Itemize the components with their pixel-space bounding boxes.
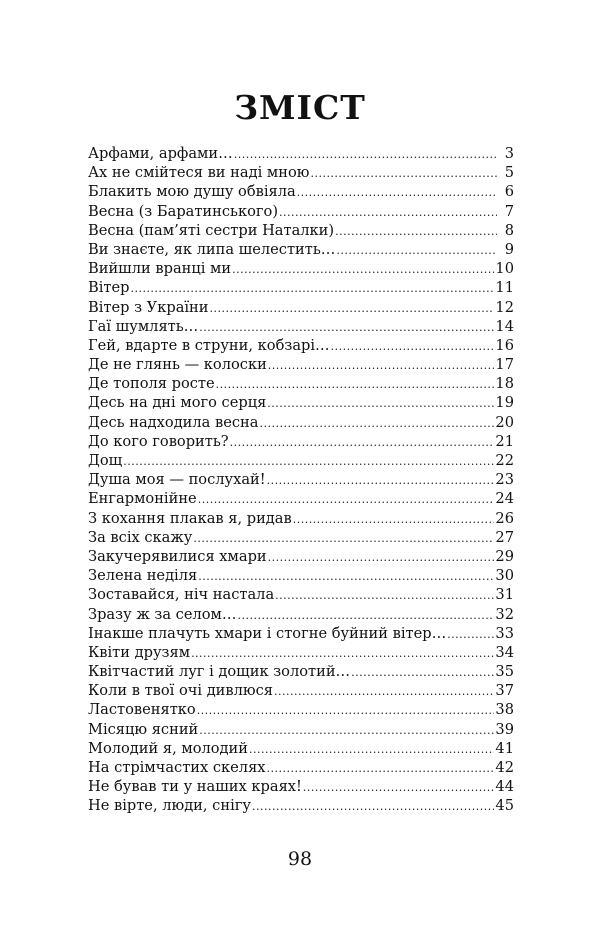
toc-entry xyxy=(88,298,514,317)
toc-entry xyxy=(88,374,514,393)
toc-entry-title: Арфами, арфами… xyxy=(88,145,233,162)
page-number: 98 xyxy=(287,848,313,870)
toc-entry-page: 38 xyxy=(495,701,514,719)
dot-leader xyxy=(199,721,494,740)
toc-entry-title: На стрімчастих скелях xyxy=(88,759,266,776)
dot-leader xyxy=(447,625,494,644)
toc-entry-title: З кохання плакав я, ридав xyxy=(88,509,292,527)
toc-entry-page: 11 xyxy=(495,279,514,297)
toc-entry-title: Вийшли вранці ми xyxy=(88,260,232,278)
dot-leader xyxy=(297,183,497,202)
toc-entry-page: 45 xyxy=(495,797,514,815)
toc-entry-title: Десь надходила весна xyxy=(88,413,259,431)
toc-entry xyxy=(88,489,514,508)
toc-entry-title: Ви знаєте, як липа шелестить… xyxy=(88,240,336,258)
dot-leader xyxy=(234,145,497,164)
toc-entry-title: Де тополя росте xyxy=(88,375,215,393)
toc-entry-page: 35 xyxy=(495,663,514,681)
toc-entry-page: 18 xyxy=(495,375,514,393)
toc-entry-page: 16 xyxy=(495,336,514,354)
dot-leader xyxy=(267,759,495,778)
toc-entry xyxy=(88,336,514,355)
toc-entry xyxy=(88,796,514,815)
toc-entry xyxy=(88,624,514,643)
toc-entry xyxy=(88,278,514,297)
dot-leader xyxy=(335,222,497,241)
toc-entry xyxy=(88,144,514,163)
dot-leader xyxy=(230,433,495,452)
toc-entry xyxy=(88,182,514,201)
toc-entry-page: 24 xyxy=(495,490,514,508)
dot-leader xyxy=(275,586,494,605)
dot-leader xyxy=(193,529,494,548)
toc-entry xyxy=(88,432,514,451)
toc-entry-title: Квітчастий луг і дощик золотий… xyxy=(88,663,351,681)
toc-entry xyxy=(88,393,514,412)
toc-entry-title: Де не глянь — колоски xyxy=(88,356,267,374)
toc-entry xyxy=(88,470,514,489)
toc-entry xyxy=(88,202,514,221)
dot-leader xyxy=(310,164,497,183)
table-of-contents xyxy=(88,144,514,816)
dot-leader xyxy=(259,414,494,433)
toc-entry-title: Зразу ж за селом… xyxy=(88,605,237,623)
dot-leader xyxy=(279,203,497,222)
toc-entry-page: 41 xyxy=(495,739,514,757)
dot-leader xyxy=(238,606,495,625)
toc-entry-page: 21 xyxy=(495,432,514,450)
dot-leader xyxy=(191,644,494,663)
toc-entry xyxy=(88,451,514,470)
toc-entry-page: 10 xyxy=(495,260,514,278)
dot-leader xyxy=(123,452,494,471)
toc-entry-title: Гей, вдарте в струни, кобзарі… xyxy=(88,336,330,354)
toc-entry-page: 3 xyxy=(504,145,514,162)
toc-entry-page: 8 xyxy=(504,221,514,239)
toc-entry-page: 26 xyxy=(495,509,514,527)
toc-entry-page: 14 xyxy=(495,317,514,335)
toc-entry-page: 29 xyxy=(495,547,514,565)
dot-leader xyxy=(249,740,494,759)
toc-entry xyxy=(88,739,514,758)
toc-entry-page: 31 xyxy=(495,586,514,604)
toc-entry-page: 34 xyxy=(495,643,514,661)
toc-entry-page: 30 xyxy=(495,567,514,585)
toc-entry-title: Квіти друзям xyxy=(88,643,191,661)
dot-leader xyxy=(210,299,495,318)
toc-entry xyxy=(88,585,514,604)
toc-entry-title: Весна (пам’яті сестри Наталки) xyxy=(88,221,335,239)
toc-entry xyxy=(88,700,514,719)
toc-entry-page: 7 xyxy=(504,202,514,220)
toc-entry xyxy=(88,605,514,624)
toc-entry-title: Закучерявилися хмари xyxy=(88,547,267,565)
toc-entry-page: 9 xyxy=(504,240,514,258)
toc-entry-title: Молодий я, молодий xyxy=(88,739,248,757)
toc-entry-title: До кого говорить? xyxy=(88,432,229,450)
toc-entry xyxy=(88,317,514,336)
toc-entry-title: Десь на дні мого серця xyxy=(88,394,267,412)
dot-leader xyxy=(232,260,494,279)
toc-entry-title: Блакить мою душу обвіяла xyxy=(88,183,296,201)
dot-leader xyxy=(331,337,495,356)
dot-leader xyxy=(198,567,494,586)
toc-entry-title: Весна (з Баратинського) xyxy=(88,202,279,220)
toc-entry-page: 12 xyxy=(495,298,514,316)
toc-entry-page: 44 xyxy=(495,778,514,796)
toc-entry-title: Місяцю ясний xyxy=(88,720,199,738)
toc-entry xyxy=(88,221,514,240)
toc-entry-page: 19 xyxy=(495,394,514,412)
toc-entry-title: Не бував ти у наших краях! xyxy=(88,778,302,796)
toc-entry-title: Душа моя — послухай! xyxy=(88,471,266,489)
toc-entry-title: Ластовенятко xyxy=(88,701,196,719)
dot-leader xyxy=(274,682,494,701)
toc-entry xyxy=(88,163,514,182)
toc-entry-title: Інакше плачуть хмари і стогне буйний вітер… xyxy=(88,624,447,642)
toc-entry xyxy=(88,566,514,585)
toc-entry-page: 42 xyxy=(495,759,514,776)
toc-entry-page: 5 xyxy=(504,164,514,182)
dot-leader xyxy=(267,471,495,490)
toc-entry-title: Коли в твої очі дивлюся xyxy=(88,682,273,700)
toc-entry-page: 27 xyxy=(495,528,514,546)
toc-entry-page: 37 xyxy=(495,682,514,700)
toc-entry-page: 23 xyxy=(495,471,514,489)
toc-entry xyxy=(88,413,514,432)
toc-entry-page: 20 xyxy=(495,413,514,431)
toc-entry-title: Ах не смійтеся ви наді мною xyxy=(88,164,310,182)
toc-entry xyxy=(88,259,514,278)
toc-entry-title: За всіх скажу xyxy=(88,528,193,546)
toc-entry-page: 32 xyxy=(495,605,514,623)
dot-leader xyxy=(268,356,495,375)
toc-entry xyxy=(88,662,514,681)
dot-leader xyxy=(303,778,495,797)
dot-leader xyxy=(267,394,494,413)
toc-entry xyxy=(88,509,514,528)
toc-entry-title: Зоставайся, ніч настала xyxy=(88,586,275,604)
dot-leader xyxy=(252,797,494,816)
dot-leader xyxy=(351,663,494,682)
toc-entry-title: Вітер xyxy=(88,279,130,297)
dot-leader xyxy=(268,548,495,567)
toc-entry xyxy=(88,528,514,547)
toc-entry-page: 33 xyxy=(495,624,514,642)
dot-leader xyxy=(198,490,495,509)
toc-entry xyxy=(88,547,514,566)
toc-entry xyxy=(88,777,514,796)
toc-entry xyxy=(88,240,514,259)
toc-entry-title: Гаї шумлять… xyxy=(88,317,199,335)
toc-entry-title: Енгармонійне xyxy=(88,490,197,508)
toc-entry-title: Зелена неділя xyxy=(88,567,198,585)
toc-entry xyxy=(88,758,514,777)
dot-leader xyxy=(130,279,494,298)
dot-leader xyxy=(197,701,495,720)
toc-entry xyxy=(88,681,514,700)
toc-entry-page: 17 xyxy=(495,356,514,374)
toc-entry-page: 39 xyxy=(495,720,514,738)
toc-entry xyxy=(88,355,514,374)
toc-entry-title: Дощ xyxy=(88,452,123,469)
dot-leader xyxy=(216,375,495,394)
dot-leader xyxy=(199,318,494,337)
toc-entry xyxy=(88,643,514,662)
toc-entry xyxy=(88,720,514,739)
toc-entry-title: Вітер з України xyxy=(88,298,209,316)
contents-title: ЗМІСТ xyxy=(234,88,366,127)
toc-entry-page: 22 xyxy=(495,452,514,469)
toc-entry-page: 6 xyxy=(504,183,514,201)
toc-entry-title: Не вірте, люди, снігу xyxy=(88,797,251,815)
dot-leader xyxy=(293,510,495,529)
dot-leader xyxy=(336,241,497,260)
